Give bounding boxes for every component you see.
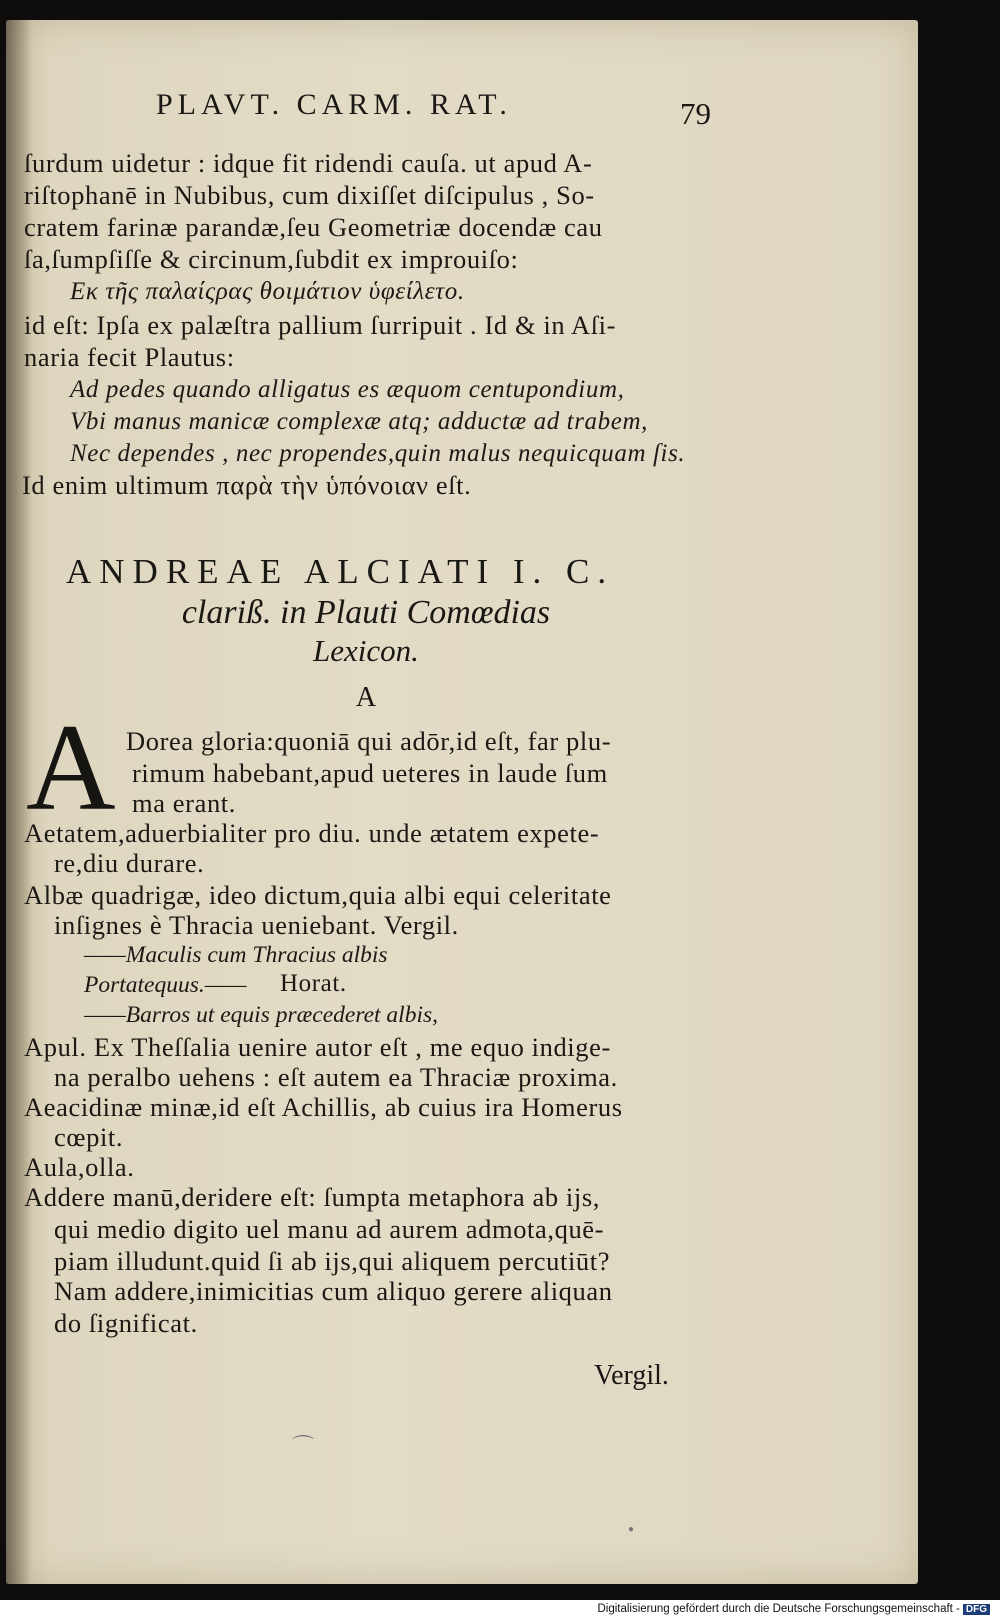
entry-line: Apul. Ex Theſſalia uenire autor eſt , me equo indige- bbox=[24, 1032, 611, 1062]
entry-line: Addere manū,deridere eſt: ſumpta metaphora ab ijs, bbox=[24, 1182, 600, 1212]
ink-mark: ⌒ bbox=[292, 1434, 315, 1459]
quotation: ——Maculis cum Thracius albis bbox=[84, 942, 388, 968]
text-line: naria fecit Plautus: bbox=[24, 342, 235, 372]
entry-line: Dorea gloria:quoniā qui adōr,id eſt, far plu- bbox=[126, 726, 612, 756]
entry-line: piam illudunt.quid ſi ab ijs,qui aliquem percutiūt? bbox=[54, 1246, 611, 1276]
quotation: ——Barros ut equis præcederet albis, bbox=[84, 1002, 439, 1028]
verse-line: Ad pedes quando alligatus es æquom centupondium, bbox=[70, 376, 625, 403]
text-line: id eſt: Ipſa ex palæſtra pallium ſurripuit . Id & in Aſi- bbox=[24, 310, 617, 340]
book-page bbox=[6, 20, 918, 1584]
entry-line: Aula,olla. bbox=[24, 1152, 135, 1182]
quotation: Portatequus.—— bbox=[84, 972, 247, 998]
verse-line: Nec dependes , nec propendes,quin malus nequicquam ſis. bbox=[70, 440, 686, 467]
text-line: ſa,ſumpſiſſe & circinum,ſubdit ex improuiſo: bbox=[24, 244, 519, 274]
credit-text: Digitalisierung gefördert durch die Deutsche Forschungsgemeinschaft - bbox=[597, 1603, 960, 1615]
digitization-credit bbox=[597, 1603, 990, 1615]
entry-line: Nam addere,inimicitias cum aliquo gerere aliquan bbox=[54, 1276, 613, 1306]
text-line: Id enim ultimum παρὰ τὴν ὑπόνοιαν eſt. bbox=[22, 470, 472, 500]
verse-line: Vbi manus manicæ complexæ atq; adductæ ad trabem, bbox=[70, 408, 648, 435]
entry-line: ma erant. bbox=[132, 788, 236, 818]
entry-line: qui medio digito uel manu ad aurem admota,quē- bbox=[54, 1214, 605, 1244]
entry-line: do ſignificat. bbox=[54, 1308, 198, 1338]
page-number: 79 bbox=[680, 96, 711, 131]
entry-line: Aetatem,aduerbialiter pro diu. unde ætatem expete- bbox=[24, 818, 600, 848]
quotation-author: Horat. bbox=[280, 970, 347, 997]
entry-line: Aeacidinæ minæ,id eſt Achillis, ab cuius ira Homerus bbox=[24, 1092, 623, 1122]
section-title-lexicon: Lexicon. bbox=[313, 633, 419, 668]
running-title: PLAVT. CARM. RAT. bbox=[156, 88, 512, 121]
dfg-logo: DFG bbox=[963, 1604, 990, 1615]
section-title-author: ANDREAE ALCIATI I. C. bbox=[66, 552, 615, 591]
text-line: ſurdum uidetur : idque fit ridendi cauſa. ut apud A- bbox=[24, 148, 593, 178]
drop-cap: A bbox=[26, 699, 116, 836]
entry-line: Albæ quadrigæ, ideo dictum,quia albi equi celeritate bbox=[24, 880, 612, 910]
ink-dot: ● bbox=[628, 1524, 635, 1535]
text-line: cratem farinæ parandæ,ſeu Geometriæ docendæ cau bbox=[24, 212, 603, 242]
entry-line: re,diu durare. bbox=[54, 848, 205, 878]
entry-line: inſignes è Thracia ueniebant. Vergil. bbox=[54, 910, 459, 940]
greek-quotation: Εκ τῆς παλαίςρας θοιμάτιον ὑφείλετο. bbox=[70, 278, 465, 305]
entry-line: na peralbo uehens : eſt autem ea Thraciæ proxima. bbox=[54, 1062, 618, 1092]
text-line: riſtophanē in Nubibus, cum dixiſſet diſcipulus , So- bbox=[24, 180, 595, 210]
catchword: Vergil. bbox=[594, 1360, 669, 1391]
section-title-subtitle: clariß. in Plauti Comœdias bbox=[181, 594, 551, 631]
section-letter: A bbox=[355, 682, 377, 713]
entry-line: cœpit. bbox=[54, 1122, 124, 1152]
entry-line: rimum habebant,apud ueteres in laude ſum bbox=[132, 758, 608, 788]
